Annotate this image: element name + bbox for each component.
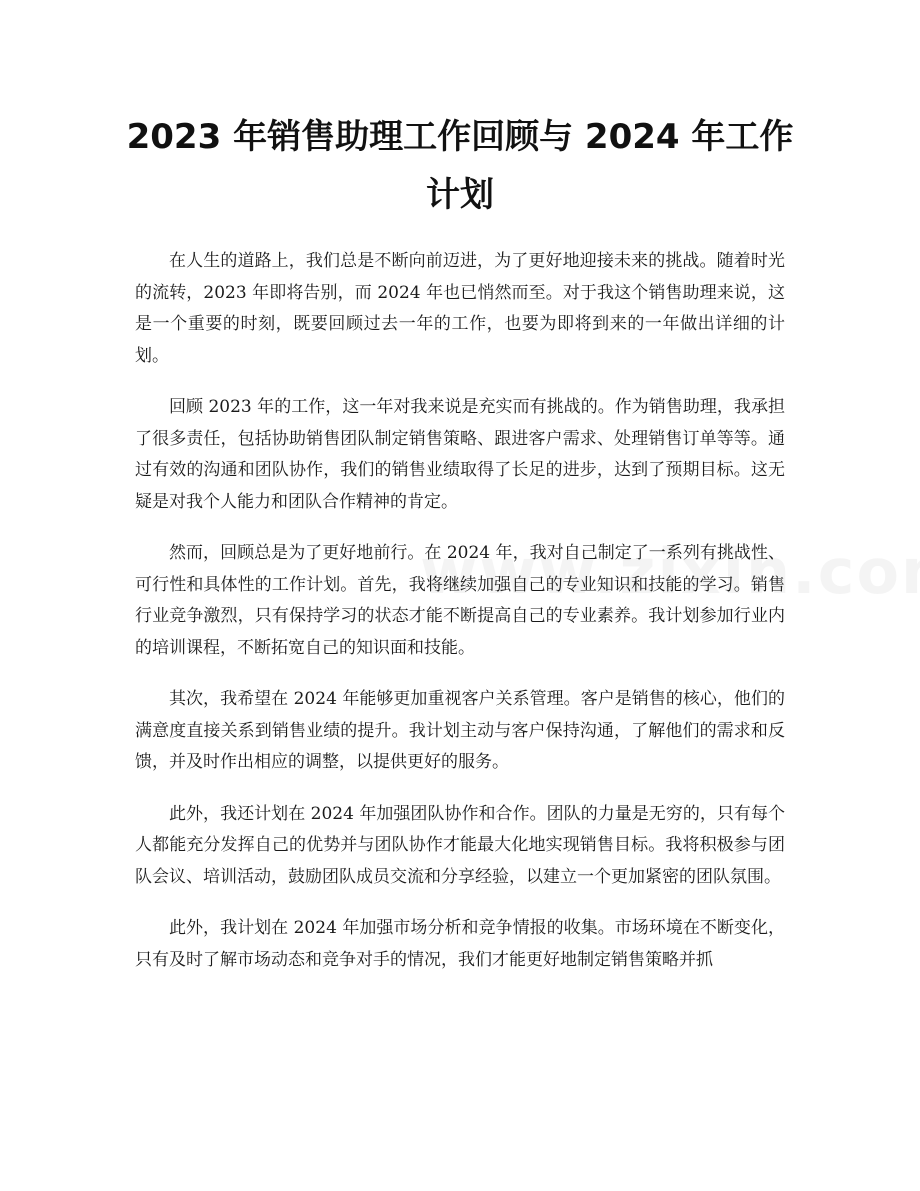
- document-body: [135, 246, 785, 996]
- paragraph-5: 此外，我还计划在 2024 年加强团队协作和合作。团队的力量是无穷的，只有每个人都能充分发挥自己的优势并与团队协作才能最大化地实现销售目标。我将积极参与团队会议、培训活动，鼓励团队成员交流和分享经验，以建立一个更加紧密的团队氛围。: [135, 803, 785, 887]
- paragraph-2: 回顾 2023 年的工作，这一年对我来说是充实而有挑战的。作为销售助理，我承担了很多责任，包括协助销售团队制定销售策略、跟进客户需求、处理销售订单等等。通过有效的沟通和团队协作，我们的销售业绩取得了长足的进步，达到了预期目标。这无疑是对我个人能力和团队合作精神的肯定。: [135, 397, 785, 512]
- paragraph-1: 在人生的道路上，我们总是不断向前迈进，为了更好地迎接未来的挑战。随着时光的流转，2023 年即将告别，而 2024 年也已悄然而至。对于我这个销售助理来说，这是一个重要的时刻，既要回顾过去一年的工作，也要为即将到来的一年做出详细的计划。: [135, 251, 785, 366]
- paragraph-6: 此外，我计划在 2024 年加强市场分析和竞争情报的收集。市场环境在不断变化，只有及时了解市场动态和竞争对手的情况，我们才能更好地制定销售策略并抓: [135, 918, 785, 970]
- paragraph-3: 然而，回顾总是为了更好地前行。在 2024 年，我对自己制定了一系列有挑战性、可行性和具体性的工作计划。首先，我将继续加强自己的专业知识和技能的学习。销售行业竞争激烈，只有保持学习的状态才能不断提高自己的专业素养。我计划参加行业内的培训课程，不断拓宽自己的知识面和技能。: [135, 543, 785, 658]
- paragraph-4: 其次，我希望在 2024 年能够更加重视客户关系管理。客户是销售的核心，他们的满意度直接关系到销售业绩的提升。我计划主动与客户保持沟通，了解他们的需求和反馈，并及时作出相应的调整，以提供更好的服务。: [135, 689, 785, 772]
- document-title: 2023 年销售助理工作回顾与 2024 年工作计划: [126, 117, 794, 215]
